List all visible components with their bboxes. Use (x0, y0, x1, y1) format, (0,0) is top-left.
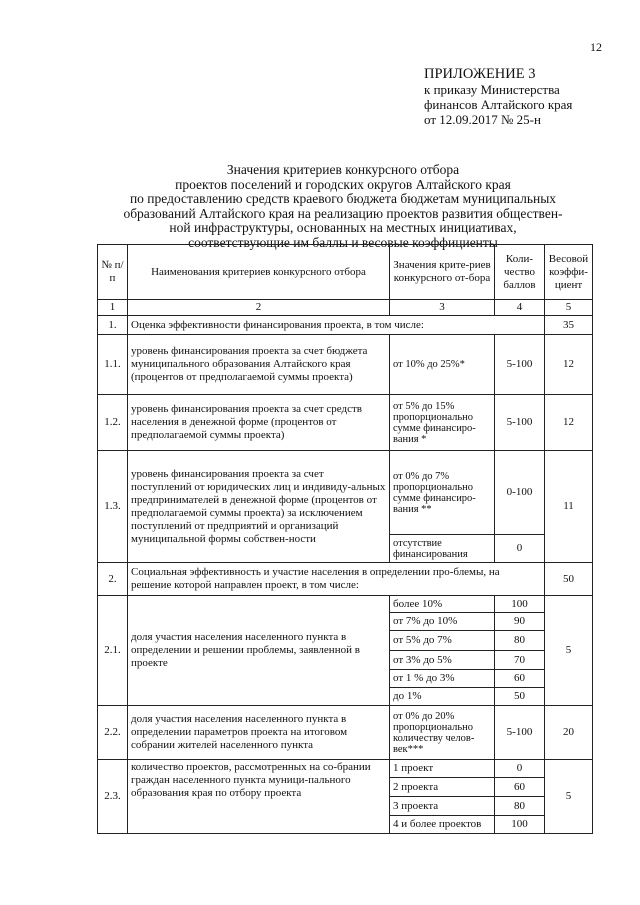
row-num: 1.1. (98, 335, 128, 395)
criterion-value: 4 и более проектов (390, 816, 495, 834)
criterion-points: 5-100 (495, 395, 545, 451)
criterion-value: 3 проекта (390, 797, 495, 816)
criteria-table (97, 244, 593, 834)
appendix-line: финансов Алтайского края (424, 97, 573, 112)
table-row (98, 335, 593, 395)
row-weight: 50 (545, 563, 593, 596)
criterion-points: 80 (495, 797, 545, 816)
row-weight: 20 (545, 706, 593, 760)
col-number: 1 (98, 300, 128, 316)
criterion-value: от 3% до 5% (390, 651, 495, 670)
criterion-value: отсутствие финансирования (390, 535, 495, 563)
col-number: 5 (545, 300, 593, 316)
criterion-value: от 5% до 7% (390, 631, 495, 651)
col-number: 2 (128, 300, 390, 316)
appendix-line: к приказу Министерства (424, 82, 560, 97)
title-line: образований Алтайского края на реализацию проектов развития обществен- (123, 205, 563, 221)
appendix-line: от 12.09.2017 № 25-н (424, 112, 541, 127)
row-num: 1.2. (98, 395, 128, 451)
col-number: 3 (390, 300, 495, 316)
criterion-value: от 5% до 15% пропорционально сумме финансиро-вания * (390, 395, 495, 451)
criterion-points: 50 (495, 688, 545, 706)
row-num: 2.3. (98, 760, 128, 834)
header-name: Наименования критериев конкурсного отбора (128, 245, 390, 300)
table-row (98, 395, 593, 451)
row-num: 1. (98, 316, 128, 335)
row-num: 2. (98, 563, 128, 596)
criterion-points: 0 (495, 760, 545, 778)
criterion-name: доля участия населения населенного пункта в определении и решении проблемы, заявленной в проекте (128, 596, 390, 706)
header-points: Коли-чество баллов (495, 245, 545, 300)
criterion-points: 80 (495, 631, 545, 651)
row-num: 1.3. (98, 451, 128, 563)
criterion-points: 100 (495, 816, 545, 834)
criterion-value: более 10% (390, 596, 495, 613)
appendix-block (424, 66, 634, 127)
title-line: проектов поселений и городских округов Алтайского края (175, 176, 511, 192)
criterion-points: 100 (495, 596, 545, 613)
document-title (96, 163, 590, 250)
table-row (98, 760, 593, 778)
criterion-points: 60 (495, 778, 545, 797)
row-weight: 11 (545, 451, 593, 563)
criterion-value: от 0% до 7% пропорционально сумме финансиро-вания ** (390, 451, 495, 535)
section-title: Социальная эффективность и участие населения в определении про-блемы, на решение которой направлен проект, в том числе: (128, 563, 545, 596)
title-line: Значения критериев конкурсного отбора (226, 162, 460, 177)
header-num: № п/п (98, 245, 128, 300)
criterion-value: до 1% (390, 688, 495, 706)
row-weight: 5 (545, 596, 593, 706)
appendix-heading: ПРИЛОЖЕНИЕ 3 (424, 66, 536, 82)
title-line: соответствующие им баллы и весовые коэффициенты (188, 234, 498, 250)
row-weight: 12 (545, 395, 593, 451)
row-weight: 12 (545, 335, 593, 395)
criterion-value: 1 проект (390, 760, 495, 778)
criterion-value: от 1 % до 3% (390, 670, 495, 688)
page-number: 12 (590, 40, 602, 54)
criterion-value: 2 проекта (390, 778, 495, 797)
criterion-points: 0-100 (495, 451, 545, 535)
column-numbers-row (98, 300, 593, 316)
criterion-value: от 10% до 25%* (390, 335, 495, 395)
criterion-value: от 7% до 10% (390, 613, 495, 631)
table-header-row (98, 245, 593, 300)
section-row (98, 563, 593, 596)
title-line: по предоставлению средств краевого бюджета бюджетам муниципальных (129, 191, 557, 206)
header-values: Значения крите-риев конкурсного от-бора (390, 245, 495, 300)
row-num: 2.1. (98, 596, 128, 706)
criterion-points: 5-100 (495, 706, 545, 760)
criterion-points: 90 (495, 613, 545, 631)
criterion-name: уровень финансирования проекта за счет средств населения в денежной форме (процентов от предполагаемой суммы проекта) (128, 395, 390, 451)
header-weight: Весовой коэффи-циент (545, 245, 593, 300)
criterion-points: 0 (495, 535, 545, 563)
criterion-name: уровень финансирования проекта за счет бюджета муниципального образования Алтайского края (процентов от предполагаемой суммы проекта) (128, 335, 390, 395)
row-num: 2.2. (98, 706, 128, 760)
table-row (98, 451, 593, 535)
criterion-points: 5-100 (495, 335, 545, 395)
row-weight: 35 (545, 316, 593, 335)
criterion-name: доля участия населения населенного пункта в определении параметров проекта на итоговом собрании жителей населенного пункта (128, 706, 390, 760)
table-row (98, 596, 593, 613)
title-line: ной инфраструктуры, основанных на местных инициативах, (169, 220, 517, 235)
section-title: Оценка эффективности финансирования проекта, в том числе: (128, 316, 545, 335)
col-number: 4 (495, 300, 545, 316)
table-row (98, 706, 593, 760)
row-weight: 5 (545, 760, 593, 834)
section-row (98, 316, 593, 335)
criterion-name: количество проектов, рассмотренных на со-брании граждан населенного пункта муници-пального образования края по отбору проекта (128, 760, 390, 834)
criterion-value: от 0% до 20% пропорционально количеству челов-век*** (390, 706, 495, 760)
criterion-name: уровень финансирования проекта за счет поступлений от юридических лиц и индивиду-альных предпринимателей в денежной форме (процентов от предполагаемой суммы проекта) за исключением поступлений от предприятий и организаций муниципальной формы собствен-ности (128, 451, 390, 563)
criterion-points: 70 (495, 651, 545, 670)
criterion-points: 60 (495, 670, 545, 688)
